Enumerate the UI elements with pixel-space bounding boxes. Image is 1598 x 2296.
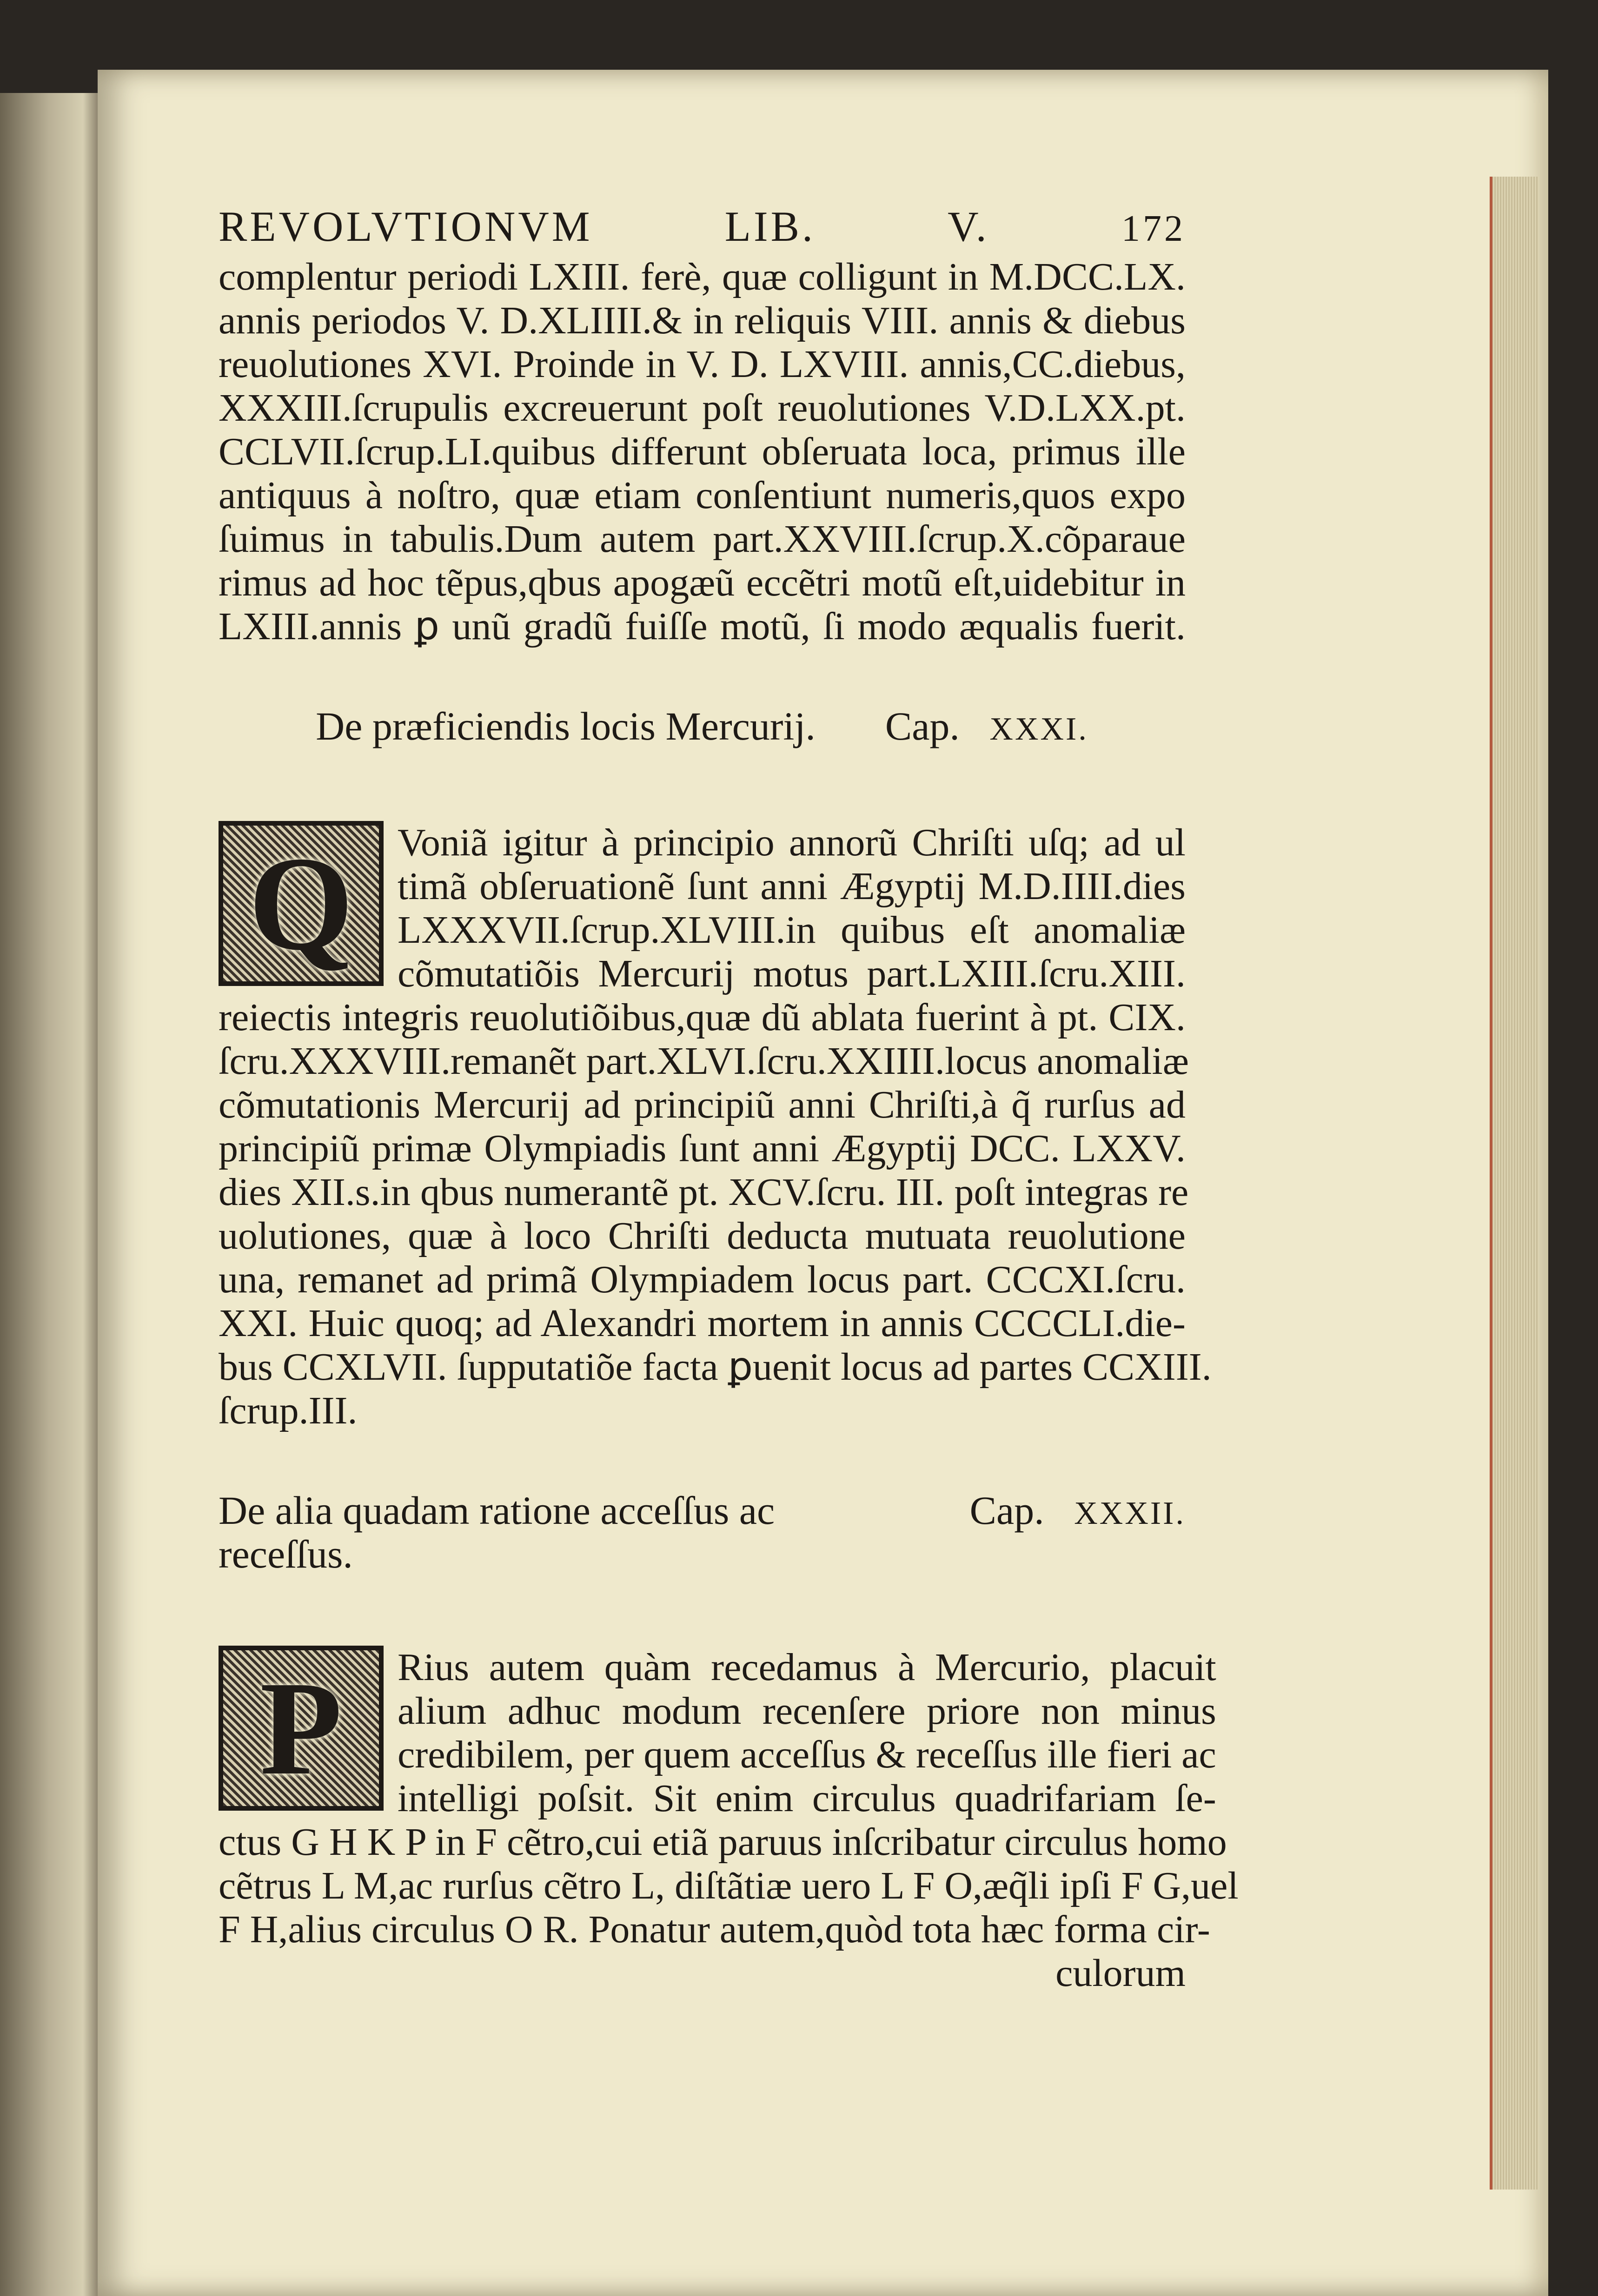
text-line: ſuimus in tabulis.Dum autem part.XXVIII.ſcrup.X.cõparaue xyxy=(219,517,1186,561)
text-line: principiũ primæ Olympiadis ſunt anni Ægyptij DCC. LXXV. xyxy=(219,1127,1186,1170)
chapter-cap-label: Cap. xyxy=(969,1488,1044,1533)
paragraph-1 xyxy=(219,255,1186,648)
chapter-title: De præficiendis locis Mercurij. xyxy=(316,704,816,748)
chapter-heading-32 xyxy=(219,1489,1186,1576)
text-line: rimus ad hoc tẽpus,qbus apogæũ eccẽtri motũ eſt,uidebitur in xyxy=(219,561,1186,604)
text-line: LXIII.annis ꝑ unũ gradũ fuiſſe motũ, ſi modo æqualis fuerit. xyxy=(219,605,1186,648)
catchword: culorum xyxy=(1055,1952,1186,1995)
text-line: antiquus à noſtro, quæ etiam conſentiunt numeris,quos expo xyxy=(219,474,1186,517)
text-line: dies XII.s.in qbus numerantẽ pt. XCV.ſcru. III. poſt integras re xyxy=(219,1171,1189,1214)
running-head-book: LIB. xyxy=(724,203,816,250)
text-line: uolutiones, quæ à loco Chriſti deducta mutuata reuolutione xyxy=(219,1214,1186,1257)
text-line: ſcrup.III. xyxy=(219,1389,358,1432)
chapter-heading-31 xyxy=(219,704,1186,751)
text-line: Rius autem quàm recedamus à Mercurio, placuit xyxy=(398,1646,1216,1689)
text-line: bus CCXLVII. ſupputatiõe facta ꝑuenit locus ad partes CCXIII. xyxy=(219,1345,1212,1389)
text-line: intelligi poſsit. Sit enim circulus quadrifariam ſe- xyxy=(398,1777,1216,1820)
text-line: Voniã igitur à principio annorũ Chriſti uſq; ad ul xyxy=(398,821,1186,864)
running-head-title: REVOLVTIONVM xyxy=(219,203,593,250)
facing-page-edge xyxy=(0,93,98,2296)
text-line: F H,alius circulus O R. Ponatur autem,quòd tota hæc forma cir- xyxy=(219,1908,1210,1951)
text-line: XXXIII.ſcrupulis excreuerunt poſt reuolutiones V.D.LXX.pt. xyxy=(219,386,1186,430)
paragraph-3 xyxy=(219,1646,1239,1995)
folio-number: 172 xyxy=(1121,208,1186,249)
text-line: ctus G H K P in F cẽtro,cui etiã paruus inſcribatur circulus homo xyxy=(219,1820,1227,1864)
text-line: CCLVII.ſcrup.LI.quibus differunt obſeruata loca, primus ille xyxy=(219,430,1186,473)
text-line: reuolutiones XVI. Proinde in V. D. LXVIII. annis,CC.diebus, xyxy=(219,343,1186,386)
chapter-number: XXXI. xyxy=(989,711,1088,747)
page-text xyxy=(219,203,1239,1995)
text-line: reiectis integris reuolutiõibus,quæ dũ ablata fuerint à pt. CIX. xyxy=(219,996,1186,1039)
page-block-edge xyxy=(1490,177,1539,2190)
decorated-initial-p: P xyxy=(219,1646,384,1811)
text-line: una, remanet ad primã Olympiadem locus part. CCCXI.ſcru. xyxy=(219,1258,1186,1301)
running-head-number: V. xyxy=(948,203,989,250)
chapter-title: De alia quadam ratione acceſſus ac receſſus. xyxy=(219,1488,775,1576)
text-line: annis periodos V. D.XLIIII.& in reliquis VIII. annis & diebus xyxy=(219,299,1186,342)
text-line: ſcru.XXXVIII.remanẽt part.XLVI.ſcru.XXIIII.locus anomaliæ xyxy=(219,1039,1189,1083)
chapter-number: XXXII. xyxy=(1074,1495,1186,1531)
text-line: credibilem, per quem acceſſus & receſſus ille fieri ac xyxy=(398,1733,1216,1776)
decorated-initial-q: Q xyxy=(219,821,384,986)
text-line: cõmutatiõis Mercurij motus part.LXIII.ſcru.XIII. xyxy=(398,952,1186,995)
text-line: complentur periodi LXIII. ferè, quæ colligunt in M.DCC.LX. xyxy=(219,255,1186,298)
text-line: cõmutationis Mercurij ad principiũ anni Chriſti,à q̃ rurſus ad xyxy=(219,1083,1186,1126)
text-line: cẽtrus L M,ac rurſus cẽtro L, diſtãtiæ uero L F O,æq̃li ipſi F G,uel xyxy=(219,1864,1239,1907)
paragraph-2 xyxy=(219,821,1212,1433)
text-line: LXXXVII.ſcrup.XLVIII.in quibus eſt anomaliæ xyxy=(398,908,1186,952)
text-line: XXI. Huic quoq; ad Alexandri mortem in annis CCCCLI.die- xyxy=(219,1302,1186,1345)
text-line: alium adhuc modum recenſere priore non minus xyxy=(398,1689,1216,1733)
running-head xyxy=(219,205,1186,251)
chapter-cap-label: Cap. xyxy=(885,704,960,748)
text-line: timã obſeruationẽ ſunt anni Ægyptij M.D.IIII.dies xyxy=(398,865,1186,908)
